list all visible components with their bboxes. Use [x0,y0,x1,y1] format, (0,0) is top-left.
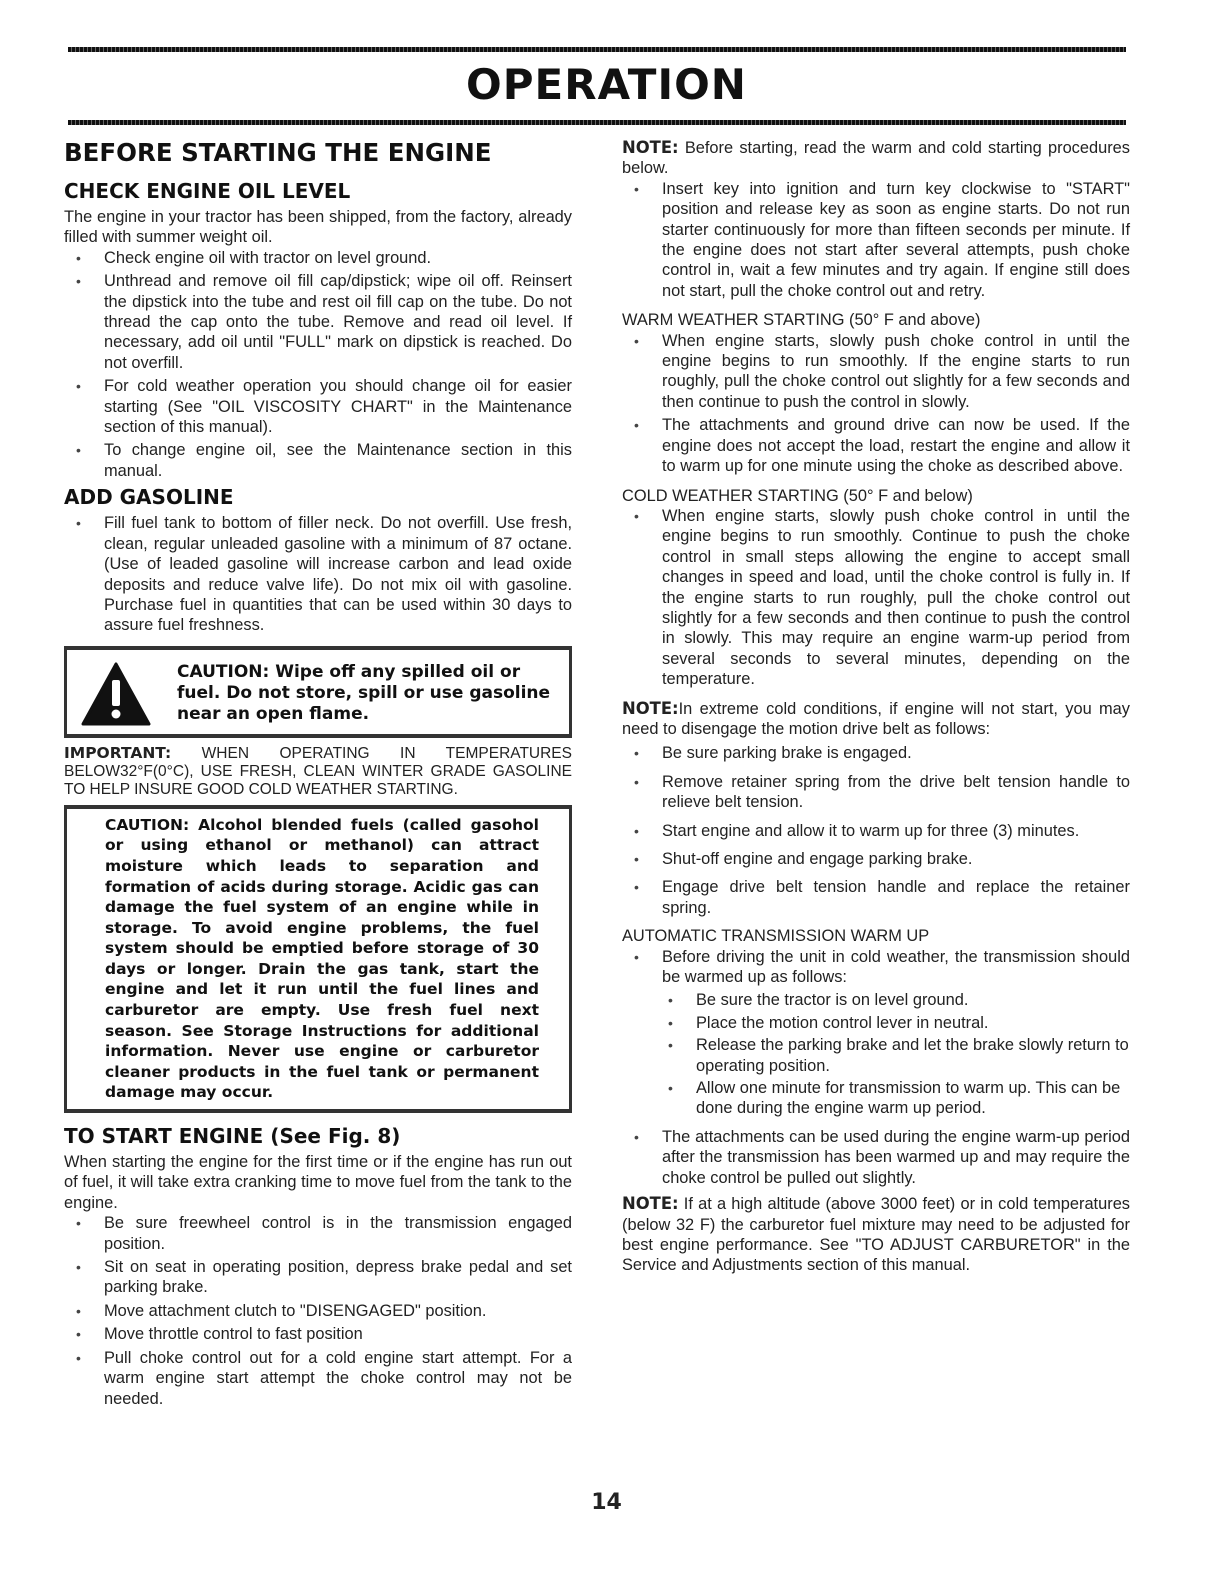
left-column [64,138,572,1412]
list-item: • Be sure freewheel control is in the transmission engaged position. [64,1213,572,1254]
list-item: • The attachments can be used during the engine warm-up period after the transmission has been warmed up and may require the choke control be pulled out slightly. [622,1127,1130,1188]
list-item: • Pull choke control out for a cold engine start attempt. For a warm engine start attempt the choke control may not be needed. [64,1348,572,1409]
list-item: • Sit on seat in operating position, depress brake pedal and set parking brake. [64,1257,572,1298]
page-title: OPERATION [466,60,747,109]
warm-weather-heading: WARM WEATHER STARTING (50° F and above) [622,311,981,330]
add-gasoline-heading: ADD GASOLINE [64,485,234,510]
ignition-list [622,179,1130,301]
list-item: • Be sure parking brake is engaged. [622,743,1130,763]
important-text: WHEN OPERATING IN TEMPERATURES BELOW32°F(0°C), USE FRESH, CLEAN WINTER GRADE GASOLINE TO HELP INSURE GOOD COLD WEATHER STARTING. [64,744,572,798]
auto-transmission-sublist [622,990,1130,1118]
page-number: 14 [591,1490,622,1515]
list-item: • When engine starts, slowly push choke control in until the engine begins to run smoothly. If the engine starts to run roughly, pull the choke control out slightly for a few seconds and then continue to push the control in slowly. [622,331,1130,413]
warning-triangle-icon [81,662,151,726]
list-item: • Insert key into ignition and turn key clockwise to "START" position and release key as soon as engine starts. Do not run starter continuously for more than fifteen seconds per minute. If the engine does not start after several attempts, push choke control in, wait a few minutes and try again. If engine still does not start, pull the choke control out and retry. [622,179,1130,301]
list-item: • Place the motion control lever in neutral. [658,1013,1130,1033]
list-item: • Start engine and allow it to warm up for three (3) minutes. [622,821,1130,841]
note-extreme-cold [622,699,1130,740]
list-item: • To change engine oil, see the Maintenance section in this manual. [64,440,572,481]
list-item: • Remove retainer spring from the drive belt tension handle to relieve belt tension. [622,772,1130,813]
add-gasoline-list [64,513,572,635]
note-label: NOTE: [622,698,679,718]
check-oil-intro: The engine in your tractor has been shipped, from the factory, already filled with summer weight oil. [64,208,572,247]
auto-transmission-list [622,947,1130,988]
list-item: • Fill fuel tank to bottom of filler neck. Do not overfill. Use fresh, clean, regular unleaded gasoline with a minimum of 87 octane. (Use of leaded gasoline will increase carbon and lead oxide deposits and reduce valve life). Do not mix oil with gasoline. Purchase fuel in quantities that can be used within 30 days to assure fuel freshness. [64,513,572,635]
list-item: • Unthread and remove oil fill cap/dipstick; wipe oil off. Reinsert the dipstick into the tube and rest oil fill cap on the tube. Do not thread the cap onto the tube. Remove and read oil level. If necessary, add oil until "FULL" mark on dipstick is reached. Do not overfill. [64,271,572,373]
extreme-cold-list [622,743,1130,918]
cold-weather-heading: COLD WEATHER STARTING (50° F and below) [622,486,973,505]
note-text: If at a high altitude (above 3000 feet) or in cold temperatures (below 32 F) the carburetor fuel mixture may need to be adjusted for best engine performance. See "TO ADJUST CARBURETOR" in the Service and Adjustments section of this manual. [622,1195,1130,1275]
note-procedures [622,138,1130,179]
list-item: • Move throttle control to fast position [64,1324,572,1344]
note-altitude [622,1194,1130,1276]
list-item: • Before driving the unit in cold weather, the transmission should be warmed up as follows: [622,947,1130,988]
list-item: • Engage drive belt tension handle and replace the retainer spring. [622,877,1130,918]
start-engine-intro: When starting the engine for the first time or if the engine has run out of fuel, it will take extra cranking time to move fuel from the tank to the engine. [64,1153,572,1212]
title-bottom-rule [68,120,1126,125]
list-item: • Release the parking brake and let the brake slowly return to operating position. [658,1035,1130,1076]
important-label: IMPORTANT: [64,743,172,762]
important-note [64,744,572,799]
check-oil-heading: CHECK ENGINE OIL LEVEL [64,179,351,203]
list-item: • Allow one minute for transmission to warm up. This can be done during the engine warm up period. [658,1078,1130,1119]
auto-transmission-heading: AUTOMATIC TRANSMISSION WARM UP [622,927,930,946]
attachments-list [622,1127,1130,1188]
top-rule [68,47,1126,52]
list-item: • When engine starts, slowly push choke control in until the engine begins to run smoothly. Continue to push the choke control in small steps allowing the engine to accept small changes in speed and load, until the choke control is fully in. If the engine starts to run roughly, pull the choke control out slightly for a few seconds and then continue to push the control in slowly. This may require an engine warm-up period from several seconds to several minutes, depending on the temperature. [622,506,1130,690]
list-item: • Be sure the tractor is on level ground. [658,990,1130,1010]
warm-weather-list [622,331,1130,477]
note-label: NOTE: [622,138,679,157]
list-item: • The attachments and ground drive can now be used. If the engine does not accept the load, restart the engine and allow it to warm up for one minute using the choke as described above. [622,415,1130,476]
section-heading: BEFORE STARTING THE ENGINE [64,138,492,167]
caution-text-spill: CAUTION: Wipe off any spilled oil or fuel. Do not store, spill or use gasoline near an open flame. [177,662,551,725]
note-text: In extreme cold conditions, if engine will not start, you may need to disengage the motion drive belt as follows: [622,699,1130,738]
caution-box-alcohol: CAUTION: Alcohol blended fuels (called gasohol or using ethanol or methanol) can attract moisture which leads to separation and formation of acids during storage. Acidic gas can damage the fuel system of an engine while in storage. To avoid engine problems, the fuel system should be emptied before storage of 30 days or longer. Drain the gas tank, start the engine and let it run until the fuel lines and carburetor are empty. Use fresh fuel next season. See Storage Instructions for additional information. Never use engine or carburetor cleaner products in the fuel tank or permanent damage may occur. [64,805,572,1113]
check-oil-list [64,248,572,481]
start-engine-heading: TO START ENGINE (See Fig. 8) [64,1124,401,1149]
note-label: NOTE: [622,1194,679,1214]
list-item: • Check engine oil with tractor on level ground. [64,248,572,268]
list-item: • Shut-off engine and engage parking brake. [622,849,1130,869]
note-text: Before starting, read the warm and cold starting procedures below. [622,139,1130,178]
right-column [622,138,1130,1276]
list-item: • Move attachment clutch to "DISENGAGED" position. [64,1301,572,1321]
list-item: • For cold weather operation you should change oil for easier starting (See "OIL VISCOSITY CHART" in the Maintenance section of this manual). [64,376,572,437]
caution-box-spill [64,646,572,738]
cold-weather-list [622,506,1130,690]
start-engine-list [64,1213,572,1409]
